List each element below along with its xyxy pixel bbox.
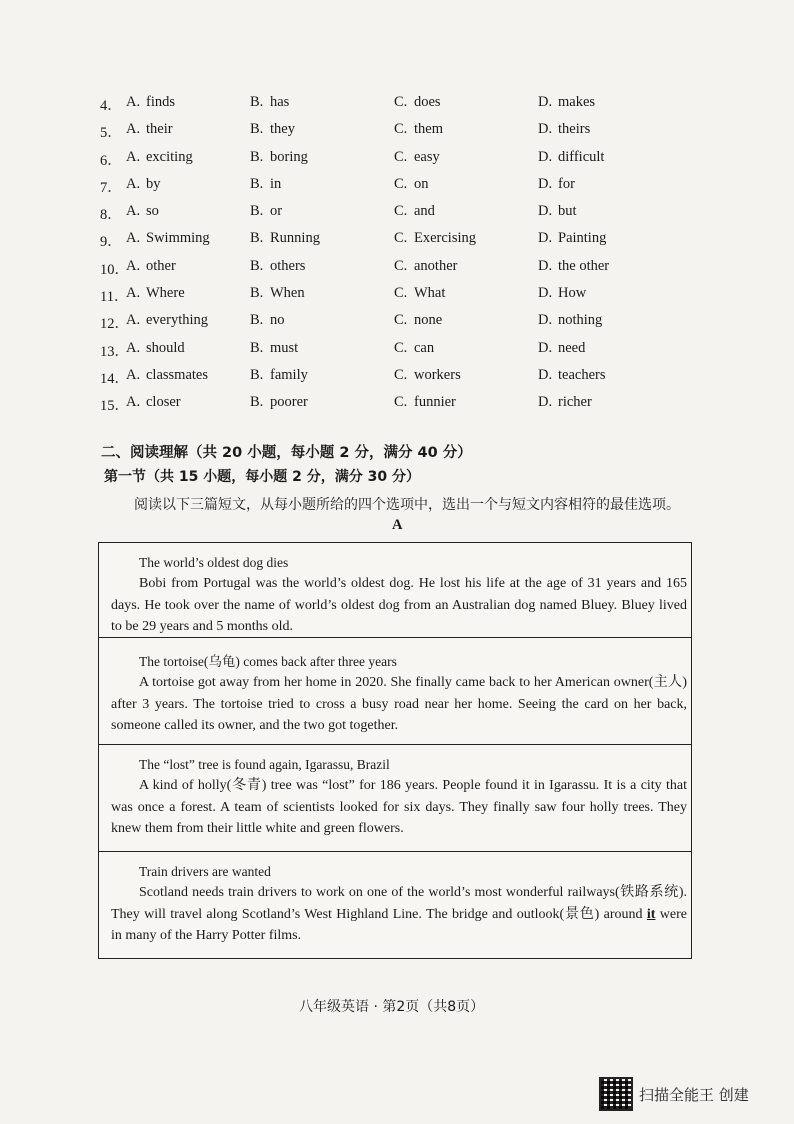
option-text: difficult xyxy=(558,148,605,165)
option-text: does xyxy=(414,94,441,110)
option-text: other xyxy=(146,257,176,274)
question-number: 14． xyxy=(100,370,129,387)
option-text: Swimming xyxy=(146,230,210,247)
option-a xyxy=(126,94,175,111)
option-letter: B. xyxy=(250,203,264,220)
option-c xyxy=(394,312,442,329)
option-b xyxy=(250,340,298,357)
option-letter: C. xyxy=(394,312,408,329)
question-number: 8． xyxy=(100,207,122,224)
news-item-lost-tree xyxy=(98,744,692,852)
news-headline: The tortoise(乌龟) comes back after three years xyxy=(139,654,397,669)
news-body-text: A kind of holly(冬青) tree was “lost” for 186 years. People found it in Igarassu. It is a city that was once a forest. A team of scientists looked for six days. They finally saw four holly trees. They knew them from their little white and green flowers. xyxy=(111,778,687,836)
option-letter: B. xyxy=(250,339,264,356)
option-d xyxy=(538,121,590,138)
news-body xyxy=(99,880,691,947)
option-text: closer xyxy=(146,394,181,411)
option-letter: D. xyxy=(538,312,553,329)
option-c xyxy=(394,340,434,357)
question-number: 6． xyxy=(100,152,122,169)
option-text: teachers xyxy=(558,366,606,383)
option-letter: B. xyxy=(250,257,264,274)
option-b xyxy=(250,149,308,166)
option-b xyxy=(250,312,285,329)
option-letter: C. xyxy=(394,175,408,192)
option-c xyxy=(394,94,441,111)
option-text: poorer xyxy=(270,394,308,411)
option-text: no xyxy=(270,312,285,329)
option-letter: A. xyxy=(126,339,141,356)
option-text: they xyxy=(270,121,295,138)
option-text: Running xyxy=(270,230,320,247)
option-text: has xyxy=(270,94,290,110)
option-letter: C. xyxy=(394,94,408,110)
option-c xyxy=(394,367,461,384)
question-number: 7． xyxy=(100,179,122,196)
option-a xyxy=(126,258,176,275)
qr-code-icon xyxy=(599,1077,633,1111)
option-letter: D. xyxy=(538,175,553,192)
option-c xyxy=(394,258,457,275)
option-letter: D. xyxy=(538,394,553,411)
option-a xyxy=(126,394,181,411)
option-c xyxy=(394,285,445,302)
news-body xyxy=(99,670,691,737)
option-d xyxy=(538,203,577,220)
option-letter: C. xyxy=(394,285,408,302)
option-text: theirs xyxy=(558,121,591,138)
option-text: in xyxy=(270,175,282,192)
option-text: and xyxy=(414,203,435,220)
option-letter: A. xyxy=(126,230,141,247)
option-letter: A. xyxy=(126,121,141,138)
option-letter: B. xyxy=(250,94,264,110)
option-text: must xyxy=(270,339,299,356)
news-item-train-drivers xyxy=(98,851,692,959)
option-b xyxy=(250,94,289,111)
option-letter: D. xyxy=(538,94,553,110)
option-letter: A. xyxy=(126,394,141,411)
option-text: by xyxy=(146,175,161,192)
option-letter: C. xyxy=(394,394,408,411)
option-letter: C. xyxy=(394,121,408,138)
news-headline: Train drivers are wanted xyxy=(139,864,271,879)
option-letter: A. xyxy=(126,148,141,165)
option-b xyxy=(250,230,320,247)
question-row xyxy=(100,172,740,199)
option-text: them xyxy=(414,121,443,138)
watermark-text: 扫描全能王 创建 xyxy=(639,1085,749,1104)
option-text: funnier xyxy=(414,394,456,411)
option-letter: B. xyxy=(250,230,264,247)
option-letter: C. xyxy=(394,230,408,247)
option-letter: B. xyxy=(250,148,264,165)
option-letter: A. xyxy=(126,175,141,192)
question-number: 11． xyxy=(100,289,129,306)
option-letter: A. xyxy=(126,285,141,302)
option-letter: B. xyxy=(250,175,264,192)
news-body-text: Bobi from Portugal was the world’s oldest dog. He lost his life at the age of 31 years and 165 days. He took over the name of world’s oldest dog from an Australian dog named Bluey. Bluey lived to be 29 years and 5 months old. xyxy=(111,576,687,634)
option-text: another xyxy=(414,257,458,274)
option-text: the other xyxy=(558,257,610,274)
question-number: 15． xyxy=(100,398,129,415)
cloze-options-list xyxy=(100,90,740,418)
option-d xyxy=(538,367,606,384)
option-d xyxy=(538,285,586,302)
option-letter: D. xyxy=(538,257,553,274)
option-text: need xyxy=(558,339,586,356)
option-a xyxy=(126,203,159,220)
option-letter: A. xyxy=(126,257,141,274)
instruction: 阅读以下三篇短文，从每小题所给的四个选项中，选出一个与短文内容相符的最佳选项。 xyxy=(134,497,680,513)
option-text: family xyxy=(270,366,308,383)
option-letter: D. xyxy=(538,230,553,247)
news-headline: The “lost” tree is found again, Igarassu, Brazil xyxy=(139,757,390,772)
question-number: 9． xyxy=(100,234,122,251)
option-text: When xyxy=(270,285,305,302)
option-b xyxy=(250,258,305,275)
option-b xyxy=(250,121,295,138)
option-text: finds xyxy=(146,94,175,110)
option-letter: B. xyxy=(250,394,264,411)
option-letter: C. xyxy=(394,366,408,383)
option-c xyxy=(394,394,456,411)
section-title: 二、阅读理解（共 20 小题，每小题 2 分，满分 40 分） xyxy=(101,445,472,461)
option-letter: C. xyxy=(394,339,408,356)
option-a xyxy=(126,312,208,329)
option-text: should xyxy=(146,339,185,356)
option-text: classmates xyxy=(146,366,209,383)
option-text: none xyxy=(414,312,443,329)
option-text: boring xyxy=(270,148,308,165)
option-text: on xyxy=(414,175,429,192)
option-letter: D. xyxy=(538,203,553,220)
option-letter: C. xyxy=(394,203,408,220)
option-a xyxy=(126,176,161,193)
option-text: but xyxy=(558,203,577,220)
news-item-tortoise xyxy=(98,637,692,745)
question-row xyxy=(100,281,740,308)
option-d xyxy=(538,149,604,166)
option-letter: C. xyxy=(394,257,408,274)
option-b xyxy=(250,203,282,220)
option-text: so xyxy=(146,203,159,220)
question-row xyxy=(100,145,740,172)
option-a xyxy=(126,285,185,302)
passage-label: A xyxy=(392,517,403,533)
option-text: others xyxy=(270,257,306,274)
option-c xyxy=(394,176,429,193)
option-letter: A. xyxy=(126,366,141,383)
option-text: richer xyxy=(558,394,592,411)
option-d xyxy=(538,312,602,329)
option-letter: B. xyxy=(250,312,264,329)
news-body xyxy=(99,773,691,840)
option-text: Exercising xyxy=(414,230,477,247)
option-d xyxy=(538,258,609,275)
option-letter: D. xyxy=(538,339,553,356)
question-number: 5． xyxy=(100,125,122,142)
option-d xyxy=(538,340,585,357)
option-d xyxy=(538,394,592,411)
option-text: nothing xyxy=(558,312,603,329)
option-text: or xyxy=(270,203,283,220)
question-row xyxy=(100,390,740,417)
news-body-text-end: were in many of the Harry Potter films. xyxy=(111,906,687,943)
option-d xyxy=(538,94,595,111)
scanner-watermark xyxy=(599,1077,749,1111)
option-text: How xyxy=(558,285,587,302)
option-a xyxy=(126,340,185,357)
option-d xyxy=(538,230,606,247)
option-letter: B. xyxy=(250,121,264,138)
option-c xyxy=(394,230,476,247)
question-number: 12． xyxy=(100,316,129,333)
news-body-text: A tortoise got away from her home in 2020. She finally came back to her American owner(主人) after 3 years. The tortoise tried to cross a busy road near her home. Seeing the card on her back, someone called its owner, and the two got together. xyxy=(111,675,687,733)
news-item-oldest-dog xyxy=(98,542,692,638)
option-text: makes xyxy=(558,94,596,110)
question-row xyxy=(100,226,740,253)
part-title: 第一节（共 15 小题，每小题 2 分，满分 30 分） xyxy=(104,469,420,485)
option-text: Where xyxy=(146,285,185,302)
option-letter: A. xyxy=(126,312,141,329)
option-b xyxy=(250,285,305,302)
question-number: 4． xyxy=(100,98,122,114)
question-row xyxy=(100,117,740,144)
option-letter: A. xyxy=(126,94,141,110)
news-headline: The world’s oldest dog dies xyxy=(139,555,289,570)
option-b xyxy=(250,367,308,384)
question-number: 13． xyxy=(100,343,129,360)
question-row xyxy=(100,199,740,226)
option-a xyxy=(126,121,173,138)
option-text: their xyxy=(146,121,173,138)
option-text: What xyxy=(414,285,446,302)
option-letter: D. xyxy=(538,121,553,138)
option-a xyxy=(126,149,193,166)
option-text: easy xyxy=(414,148,440,165)
option-letter: B. xyxy=(250,285,264,302)
option-text: Painting xyxy=(558,230,607,247)
option-a xyxy=(126,230,210,247)
option-text: everything xyxy=(146,312,209,329)
option-c xyxy=(394,149,440,166)
news-body xyxy=(99,571,691,638)
option-letter: C. xyxy=(394,148,408,165)
question-row xyxy=(100,254,740,281)
question-row xyxy=(100,363,740,390)
question-row xyxy=(100,336,740,363)
option-c xyxy=(394,203,435,220)
option-letter: D. xyxy=(538,366,553,383)
option-text: workers xyxy=(414,366,461,383)
option-letter: D. xyxy=(538,148,553,165)
option-text: for xyxy=(558,175,575,192)
option-b xyxy=(250,176,281,193)
option-d xyxy=(538,176,575,193)
option-a xyxy=(126,367,208,384)
option-text: can xyxy=(414,339,435,356)
option-c xyxy=(394,121,443,138)
option-letter: D. xyxy=(538,285,553,302)
option-letter: A. xyxy=(126,203,141,220)
news-body-text: Scotland needs train drivers to work on one of the world’s most wonderful railways(铁路系统). They will travel along Scotland’s West Highland Line. The bridge and outlook(景色) around xyxy=(111,885,687,922)
option-b xyxy=(250,394,308,411)
question-row xyxy=(100,90,740,117)
question-number: 10． xyxy=(100,261,129,278)
question-row xyxy=(100,308,740,335)
page-footer: 八年级英语 · 第2页（共8页） xyxy=(299,999,485,1015)
option-text: exciting xyxy=(146,148,193,165)
option-letter: B. xyxy=(250,366,264,383)
underlined-word: it xyxy=(646,906,656,922)
